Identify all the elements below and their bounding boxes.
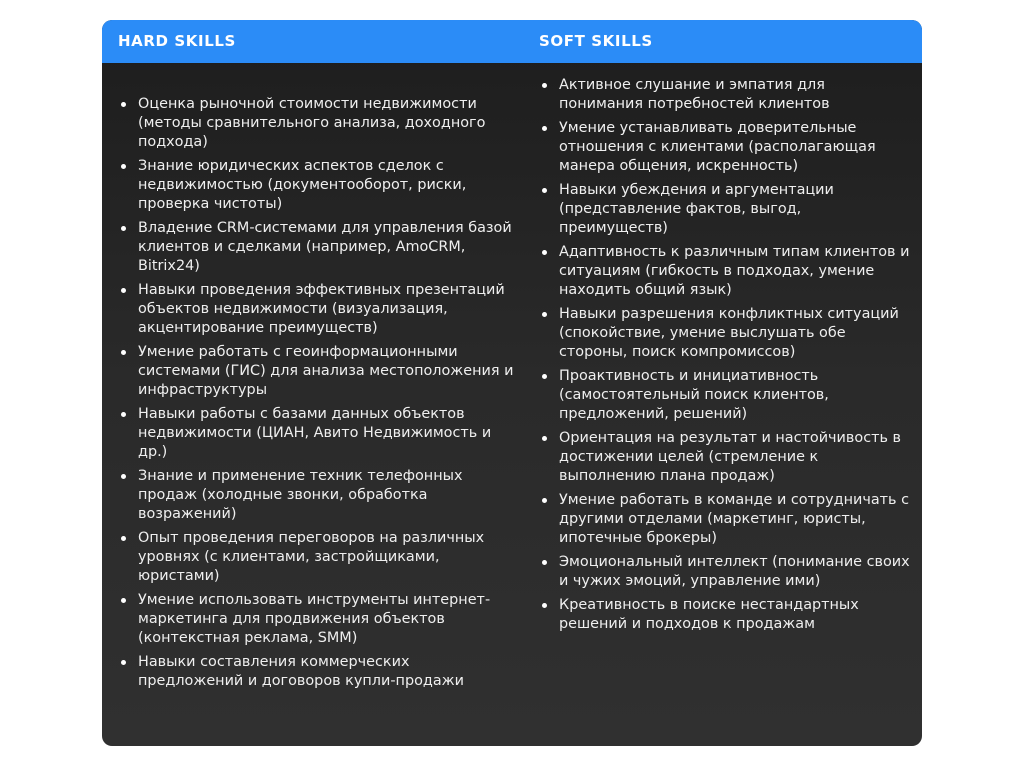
list-item: Навыки работы с базами данных объектов недвижимости (ЦИАН, Авито Недвижимость и др.) (118, 405, 518, 462)
list-item: Адаптивность к различным типам клиентов и ситуациям (гибкость в подходах, умение находить общий язык) (539, 243, 911, 300)
list-item: Умение работать в команде и сотрудничать с другими отделами (маркетинг, юристы, ипотечные брокеры) (539, 491, 911, 548)
hard-skills-list (118, 95, 518, 696)
list-item: Владение CRM-системами для управления базой клиентов и сделками (например, AmoCRM, Bitrix24) (118, 219, 518, 276)
list-item: Умение использовать инструменты интернет-маркетинга для продвижения объектов (контекстная реклама, SMM) (118, 591, 518, 648)
list-item: Эмоциональный интеллект (понимание своих и чужих эмоций, управление ими) (539, 553, 911, 591)
list-item: Знание и применение техник телефонных продаж (холодные звонки, обработка возражений) (118, 467, 518, 524)
soft-skills-heading: SOFT SKILLS (539, 32, 653, 50)
list-item: Умение работать с геоинформационными системами (ГИС) для анализа местоположения и инфраструктуры (118, 343, 518, 400)
list-item: Умение устанавливать доверительные отношения с клиентами (располагающая манера общения, искренность) (539, 119, 911, 176)
list-item: Проактивность и инициативность (самостоятельный поиск клиентов, предложений, решений) (539, 367, 911, 424)
list-item: Креативность в поиске нестандартных решений и подходов к продажам (539, 596, 911, 634)
list-item: Навыки проведения эффективных презентаций объектов недвижимости (визуализация, акцентирование преимуществ) (118, 281, 518, 338)
soft-skills-list (539, 76, 911, 639)
list-item: Ориентация на результат и настойчивость в достижении целей (стремление к выполнению плана продаж) (539, 429, 911, 486)
list-item: Активное слушание и эмпатия для понимания потребностей клиентов (539, 76, 911, 114)
list-item: Навыки убеждения и аргументации (представление фактов, выгод, преимуществ) (539, 181, 911, 238)
hard-skills-heading: HARD SKILLS (118, 32, 236, 50)
list-item: Знание юридических аспектов сделок с недвижимостью (документооборот, риски, проверка чистоты) (118, 157, 518, 214)
list-item: Оценка рыночной стоимости недвижимости (методы сравнительного анализа, доходного подхода) (118, 95, 518, 152)
table-header (102, 20, 922, 63)
list-item: Навыки составления коммерческих предложений и договоров купли-продажи (118, 653, 518, 691)
list-item: Опыт проведения переговоров на различных уровнях (с клиентами, застройщиками, юристами) (118, 529, 518, 586)
list-item: Навыки разрешения конфликтных ситуаций (спокойствие, умение выслушать обе стороны, поиск компромиссов) (539, 305, 911, 362)
skills-table (102, 20, 922, 746)
